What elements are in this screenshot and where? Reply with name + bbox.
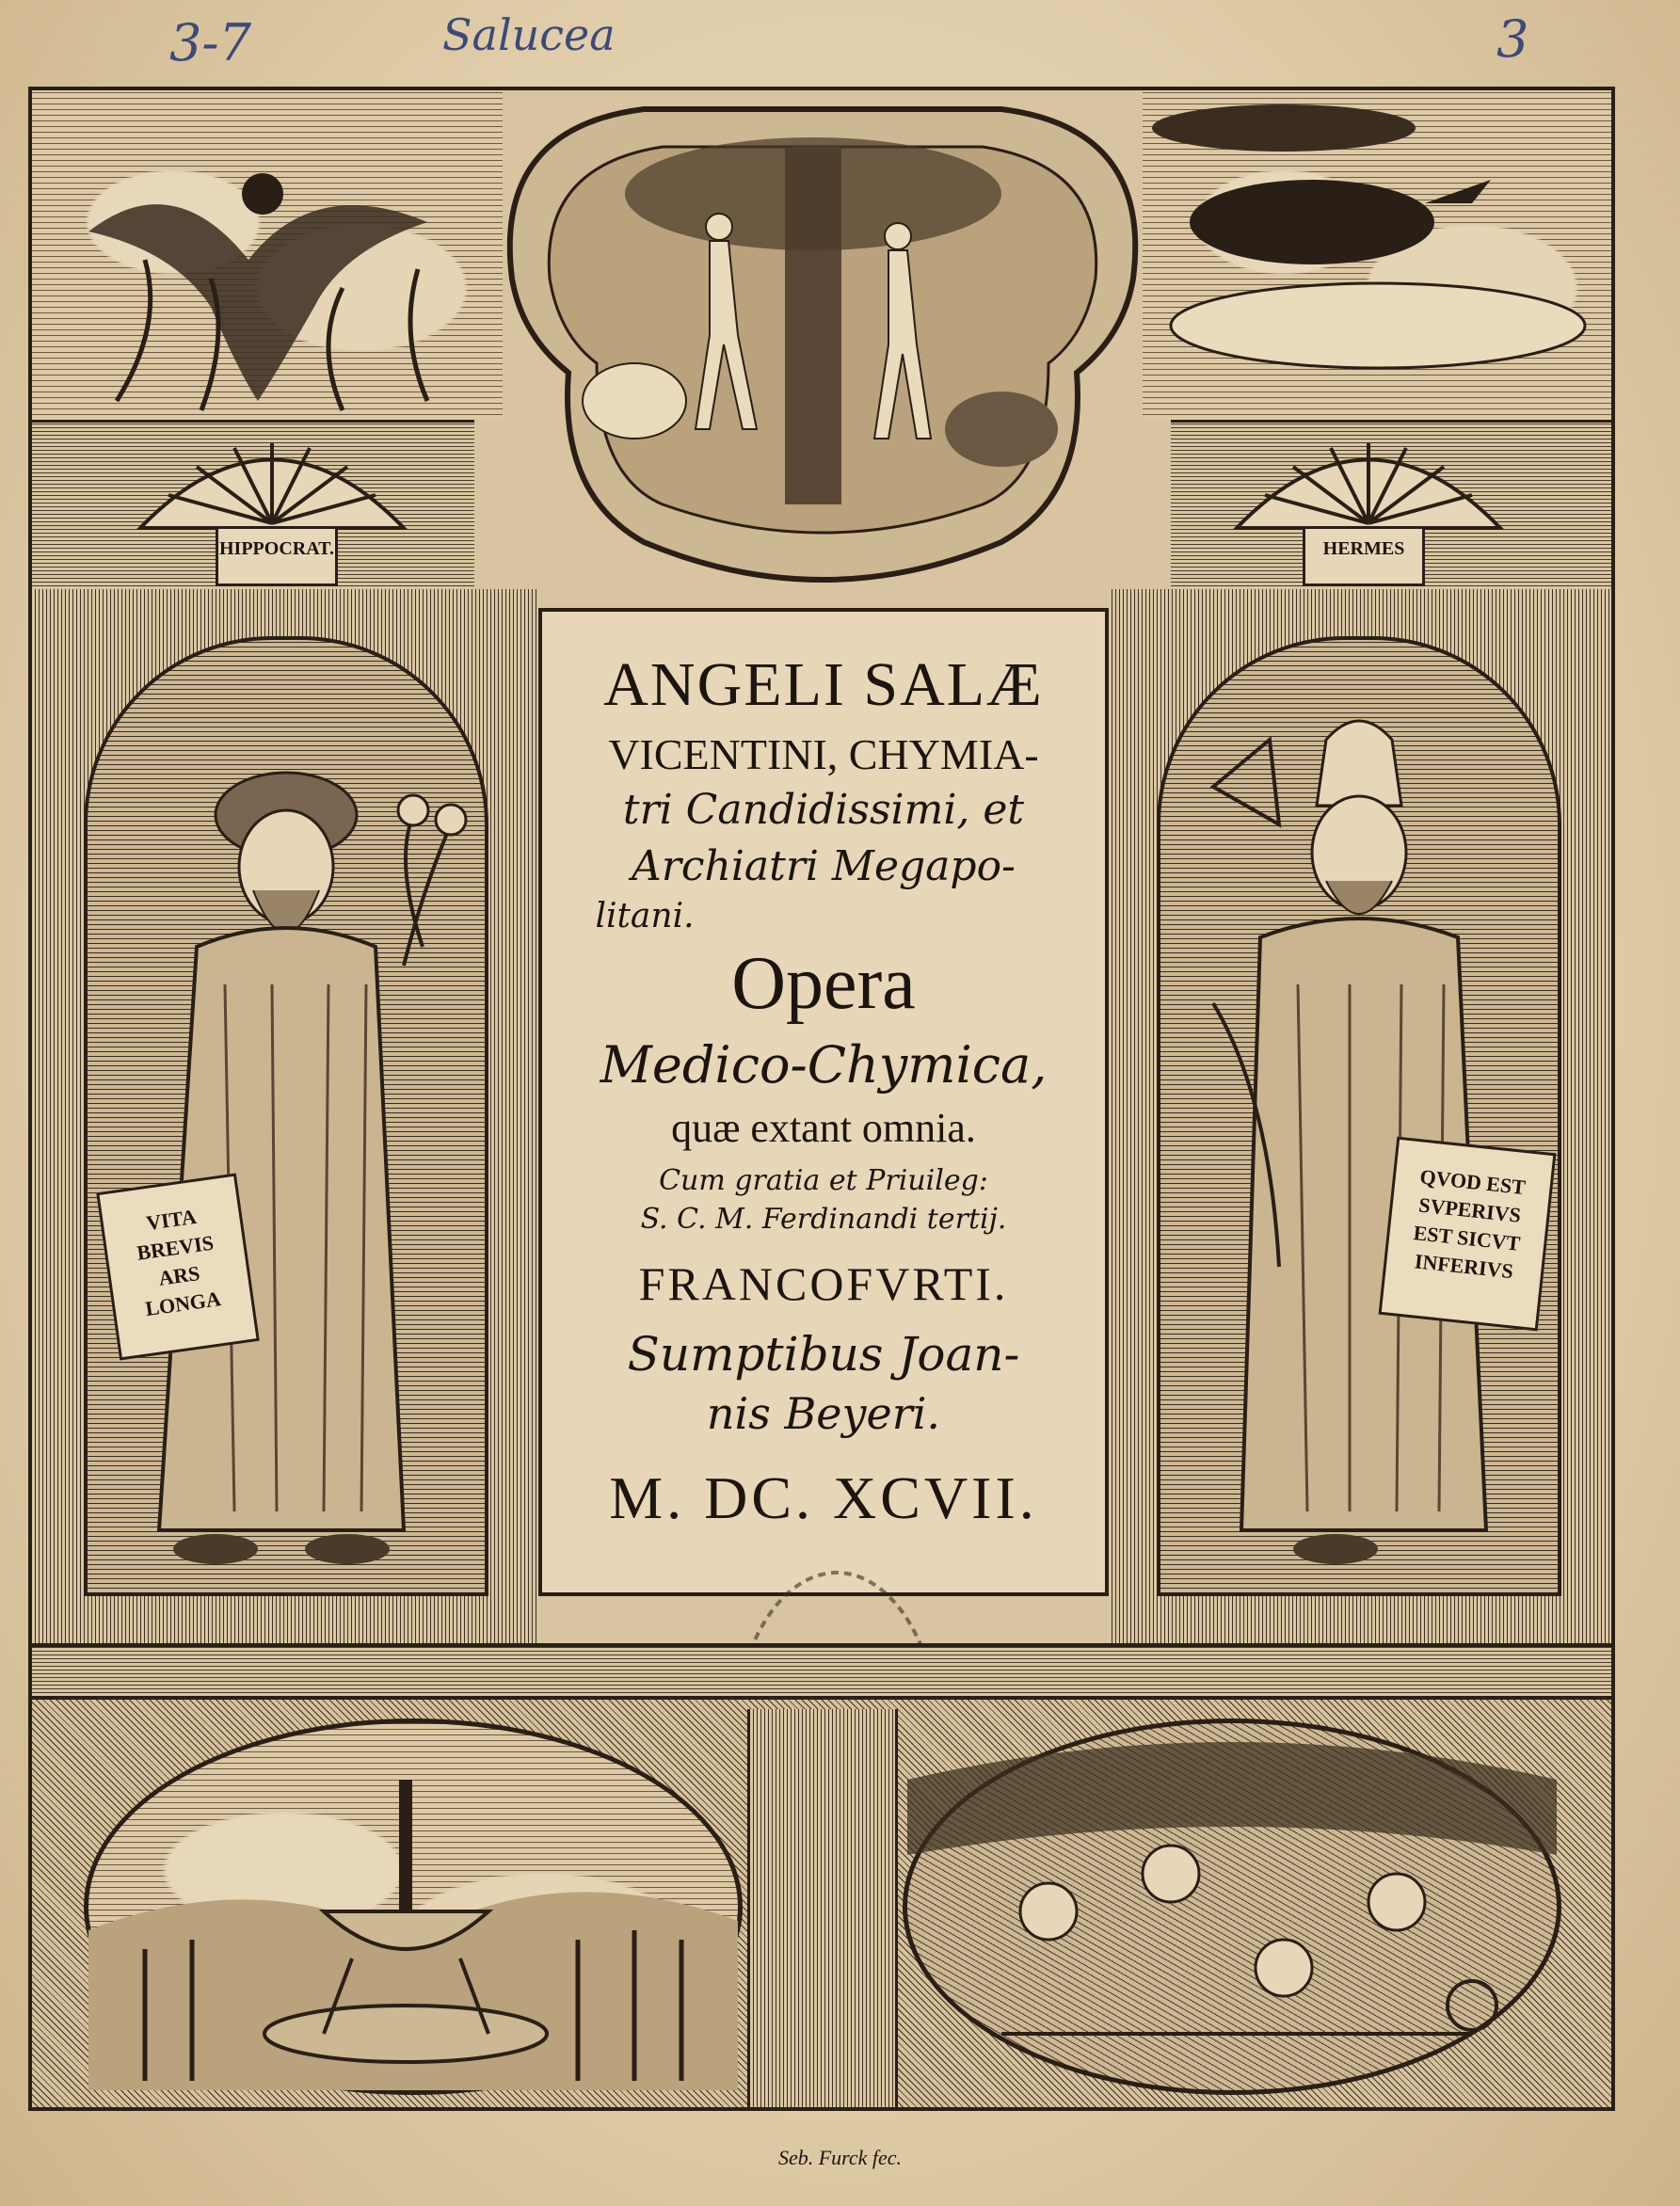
miners-illustration	[907, 1723, 1557, 2090]
title-line-5: litani.	[595, 897, 695, 935]
number-note: 3	[1496, 9, 1529, 69]
author-name: ANGELI SALÆ	[603, 650, 1044, 719]
right-shell-ornament	[1227, 429, 1510, 533]
scroll-line: ARS	[156, 1260, 201, 1290]
place-of-publication: FRANCOFVRTI.	[638, 1257, 1009, 1310]
eden-cartouche	[474, 90, 1171, 589]
hippocrates-plaque: HIPPOCRAT.	[216, 526, 338, 586]
lower-entablature	[32, 1643, 1611, 1700]
scroll-line: EST SICVT	[1412, 1221, 1522, 1255]
phoenix-panel	[32, 90, 503, 420]
title-line-3: tri Candidissimi, et	[622, 786, 1025, 834]
left-shell-ornament	[131, 429, 413, 533]
bird-icon	[1143, 90, 1613, 420]
privilege-line-1: Cum gratia et Priuileg:	[659, 1164, 988, 1197]
title-line-8: quæ extant omnia.	[671, 1105, 976, 1151]
scroll-line: LONGA	[143, 1287, 223, 1321]
hippocrates-scroll	[96, 1173, 260, 1360]
scroll-line: INFERIVS	[1413, 1249, 1514, 1284]
hermes-plaque: HERMES	[1303, 526, 1425, 586]
hermes-scroll	[1379, 1137, 1557, 1332]
publication-year: M. DC. XCVII.	[609, 1464, 1038, 1531]
hippocrates-figure	[84, 702, 488, 1596]
mining-scene-oval	[903, 1718, 1561, 2095]
bird-clouds-panel	[1143, 90, 1613, 420]
scroll-line: QVOD EST	[1418, 1164, 1528, 1200]
scroll-line: BREVIS	[135, 1230, 216, 1265]
engraved-plate	[28, 87, 1615, 2111]
engraver-credit: Seb. Furck fec.	[777, 2146, 903, 2169]
work-title: Opera	[731, 942, 916, 1025]
handwritten-word-note: Salucea	[442, 9, 616, 60]
work-subtitle: Medico-Chymica,	[600, 1035, 1048, 1095]
eden-scene-illustration	[474, 90, 1171, 589]
phoenix-icon	[32, 90, 503, 420]
publisher-line-2: nis Beyeri.	[706, 1388, 941, 1439]
scroll-line: VITA	[144, 1204, 199, 1236]
fountain-vineyard-oval	[84, 1718, 743, 2095]
shelf-mark-note: 3-7	[169, 13, 251, 72]
publisher-line-1: Sumptibus Joan-	[627, 1327, 1020, 1382]
title-panel	[538, 608, 1109, 1596]
fountain-illustration	[88, 1723, 738, 2090]
privilege-line-2: S. C. M. Ferdinandi tertij.	[640, 1203, 1007, 1236]
title-line-4: Archiatri Megapo-	[632, 842, 1016, 890]
center-pedestal	[747, 1709, 898, 2107]
title-line-2: VICENTINI, CHYMIA-	[608, 730, 1039, 778]
scroll-line: SVPERIVS	[1417, 1192, 1523, 1227]
